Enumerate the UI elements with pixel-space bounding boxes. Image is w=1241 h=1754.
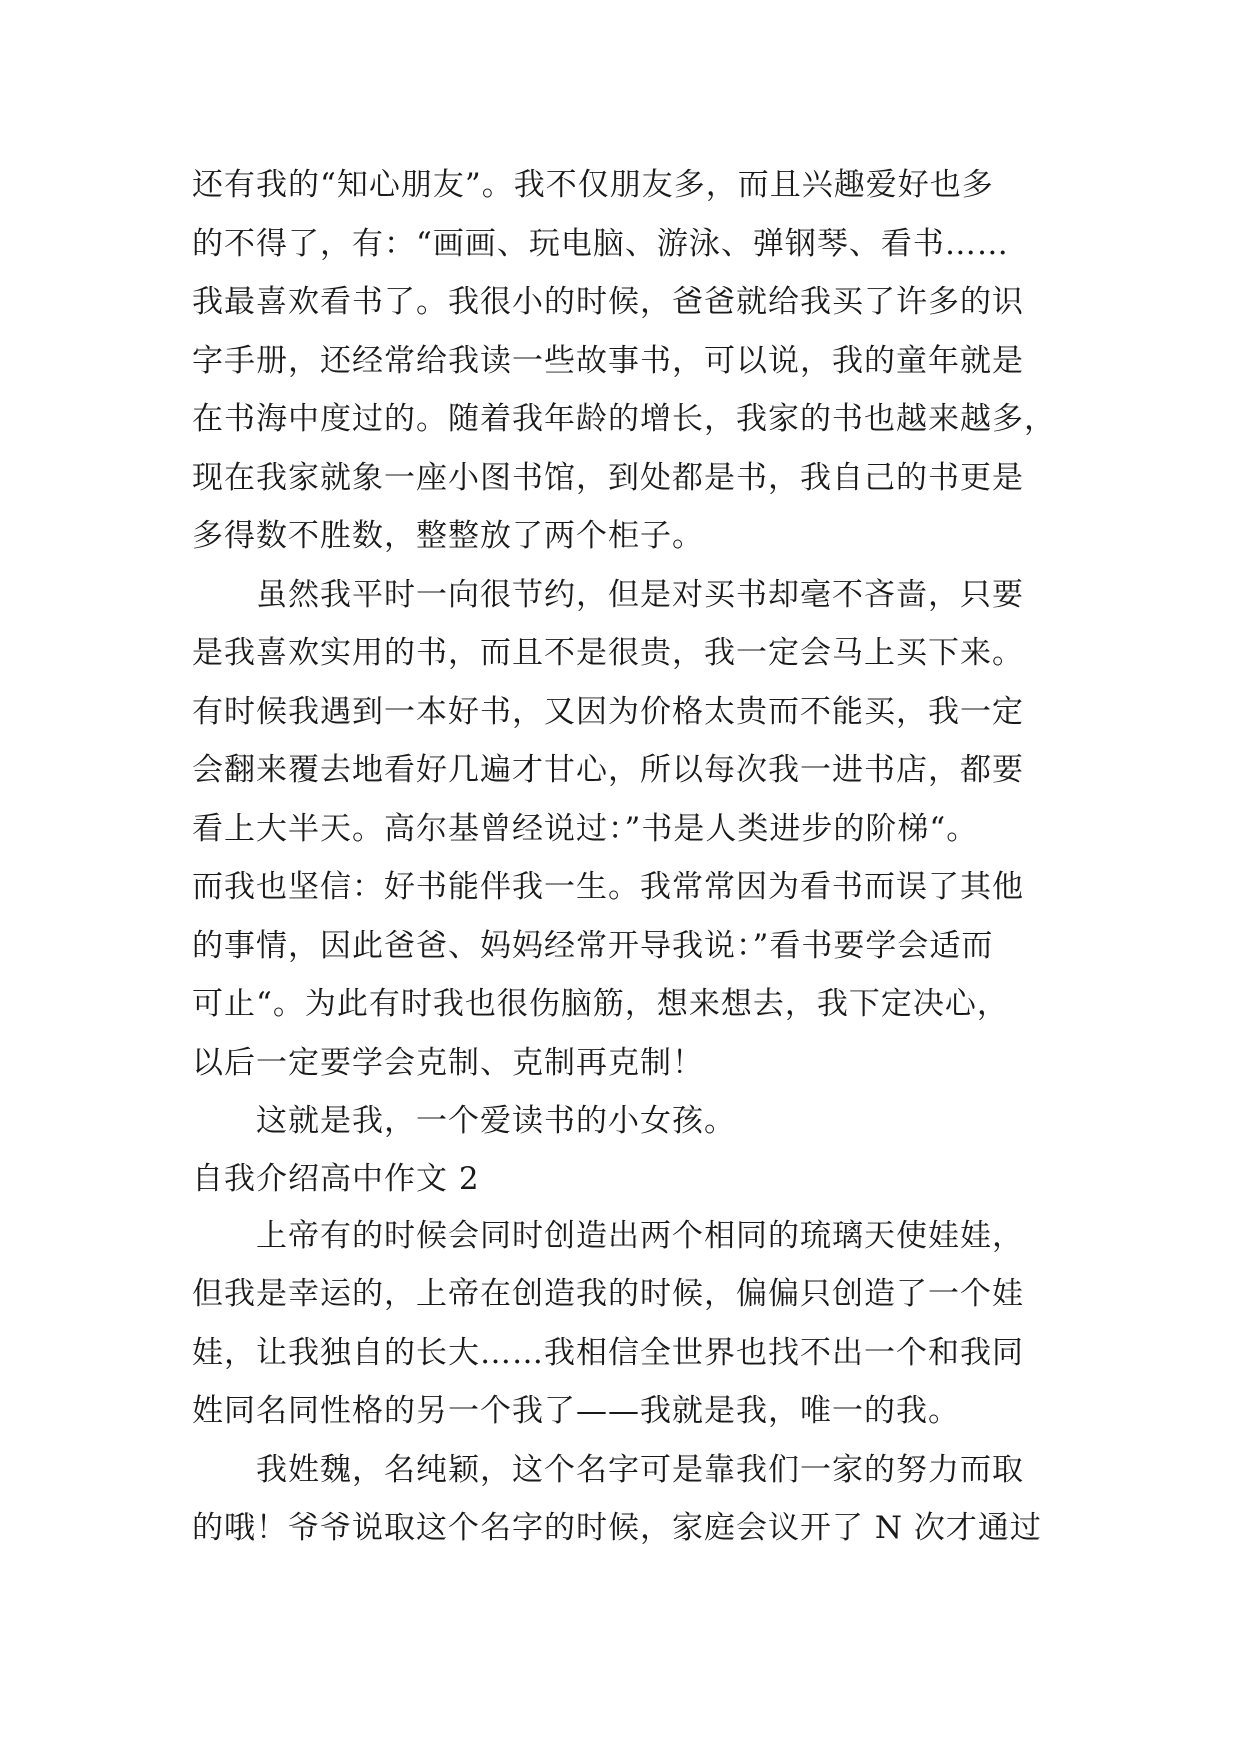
text-line: 有时候我遇到一本好书，又因为价格太贵而不能买，我一定 — [192, 693, 1024, 730]
text-line: 的哦！爷爷说取这个名字的时候，家庭会议开了 N 次才通过 — [192, 1510, 1042, 1546]
section-heading: 自我介绍高中作文 2 — [192, 1160, 480, 1197]
text-line: 在书海中度过的。随着我年龄的增长，我家的书也越来越多， — [192, 401, 1056, 437]
text-line: 虽然我平时一向很节约，但是对买书却毫不吝啬，只要 — [256, 576, 1024, 613]
text-line: 这就是我，一个爱读书的小女孩。 — [256, 1103, 736, 1139]
paragraph-name — [192, 1441, 1072, 1558]
text-line: 娃，让我独自的长大……我相信全世界也找不出一个和我同 — [192, 1334, 1024, 1371]
paragraph-conclusion — [192, 1092, 1072, 1151]
paragraph-unique-me — [192, 1207, 1072, 1441]
text-line: 以后一定要学会克制、克制再克制！ — [192, 1044, 704, 1081]
text-line: 的事情，因此爸爸、妈妈经常开导我说：”看书要学会适而 — [192, 927, 994, 964]
text-line: 还有我的“知心朋友”。我不仅朋友多，而且兴趣爱好也多 — [192, 167, 994, 203]
text-line: 我最喜欢看书了。我很小的时候，爸爸就给我买了许多的识 — [192, 284, 1024, 320]
text-line: 会翻来覆去地看好几遍才甘心，所以每次我一进书店，都要 — [192, 752, 1024, 788]
text-line: 但我是幸运的，上帝在创造我的时候，偏偏只创造了一个娃 — [192, 1276, 1024, 1312]
text-line: 是我喜欢实用的书，而且不是很贵，我一定会马上买下来。 — [192, 635, 1024, 671]
paragraph-hobbies — [192, 156, 1072, 566]
text-line: 而我也坚信：好书能伴我一生。我常常因为看书而误了其他 — [192, 869, 1024, 905]
text-line: 的不得了，有：“画画、玩电脑、游泳、弹钢琴、看书…… — [192, 225, 1009, 262]
text-line: 我姓魏，名纯颖，这个名字可是靠我们一家的努力而取 — [256, 1451, 1024, 1488]
text-line: 多得数不胜数，整整放了两个柜子。 — [192, 518, 704, 554]
paragraph-buying-books — [192, 566, 1072, 1093]
text-line: 字手册，还经常给我读一些故事书，可以说，我的童年就是 — [192, 342, 1024, 379]
text-line: 上帝有的时候会同时创造出两个相同的琉璃天使娃娃， — [256, 1217, 1024, 1254]
text-line: 可止“。为此有时我也很伤脑筋，想来想去，我下定决心， — [192, 986, 1009, 1022]
text-line: 现在我家就象一座小图书馆，到处都是书，我自己的书更是 — [192, 459, 1024, 496]
document-body — [192, 156, 1072, 1558]
text-line: 姓同名同性格的另一个我了——我就是我，唯一的我。 — [192, 1393, 960, 1429]
text-line: 看上大半天。高尔基曾经说过：”书是人类进步的阶梯“。 — [192, 810, 979, 847]
